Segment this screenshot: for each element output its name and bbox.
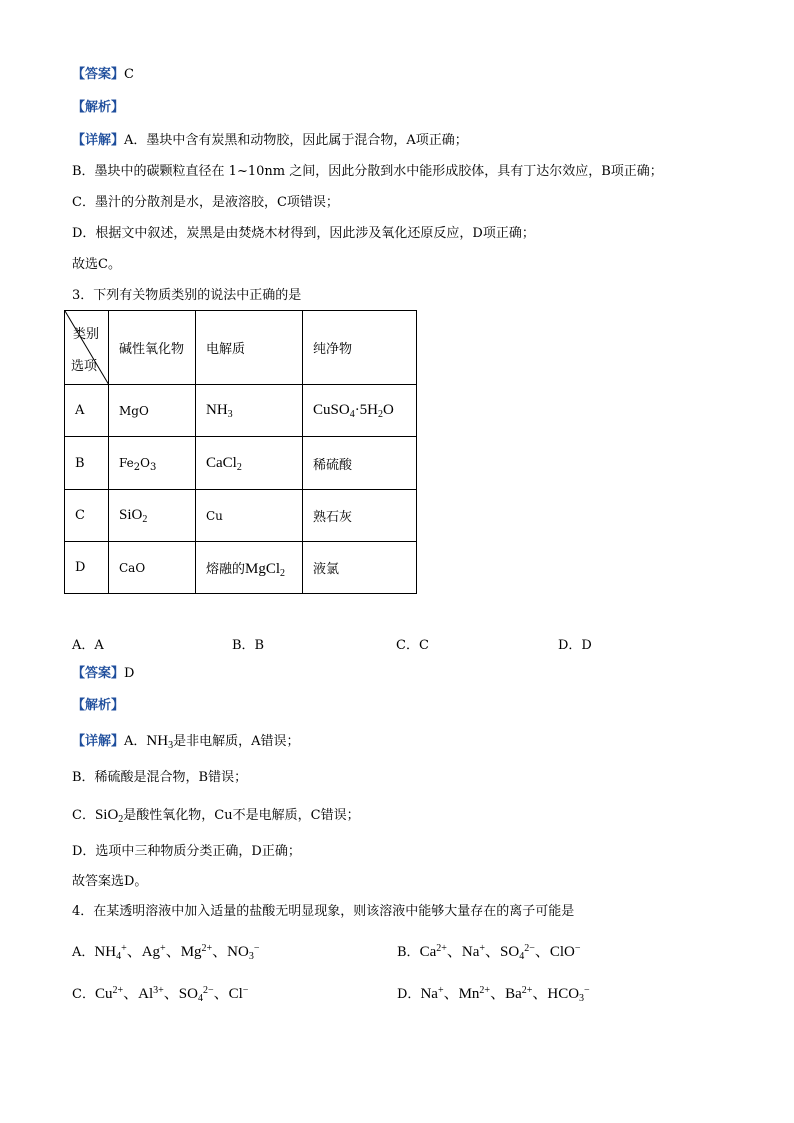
table-row xyxy=(65,385,417,437)
detail-line-c: C．墨汁的分散剂是水，是液溶胶，C项错误； xyxy=(72,195,339,210)
table-header-corner xyxy=(65,311,109,385)
detail-line-b: B．稀硫酸是混合物，B错误； xyxy=(72,770,248,785)
q4-choice-c: C．$Cu^{2+}$、$Al^{3+}$、$SO_4^{2-}$、Cl− xyxy=(72,985,249,1004)
q4-choice-d: D．Na+、$Mn^{2+}$、$Ba^{2+}$、$HCO_3^-$ xyxy=(397,985,590,1004)
q4-choice-a: A．$NH_4^+$、Ag+、$Mg^{2+}$、$NO_3^-$ xyxy=(72,943,260,962)
choice-b: B．B xyxy=(232,638,265,653)
detail-suffix: 是非电解质，A错误； xyxy=(173,734,300,749)
row-option: A xyxy=(65,385,109,437)
col-electrolyte: 电解质 xyxy=(196,311,303,385)
analysis-tag: 【解析】 xyxy=(72,698,125,713)
row-oxide: SiO$_2$ xyxy=(109,490,196,542)
header-category: 类别 xyxy=(73,327,100,342)
header-option: 选项 xyxy=(71,359,98,374)
detail-line-a xyxy=(72,132,468,150)
answer-line-2 xyxy=(72,665,134,683)
answer-value: D xyxy=(124,666,135,681)
row-electrolyte: $NH_3$ xyxy=(196,385,303,437)
conclusion-line: 故选C。 xyxy=(72,257,121,272)
detail-prefix: A． xyxy=(124,734,147,749)
question-4-stem: 4．在某透明溶液中加入适量的盐酸无明显现象，则该溶液中能够大量存在的离子可能是 xyxy=(72,904,575,919)
detail-suffix: 是酸性氧化物，Cu不是电解质，C错误； xyxy=(123,808,360,823)
row-pure: 液氯 xyxy=(303,542,417,594)
molten-prefix: 熔融的 xyxy=(206,561,246,577)
row-pure: 稀硫酸 xyxy=(303,437,417,490)
row-oxide: $Fe_2O_3$ xyxy=(109,437,196,490)
q4-choice-b: B．$Ca^{2+}$、Na+、$SO_4^{2-}$、ClO− xyxy=(397,943,581,962)
choice-d: D．D xyxy=(558,638,592,653)
row-electrolyte: CaCl$_2$ xyxy=(196,437,303,490)
choice-label: D． xyxy=(397,987,421,1002)
detail-prefix: C． xyxy=(72,808,95,823)
row-oxide: MgO xyxy=(109,385,196,437)
detail-line-b: B．墨块中的碳颗粒直径在 1~10nm 之间，因此分散到水中能形成胶体，具有丁达尔效应，B项正确； xyxy=(72,164,663,179)
analysis-tag: 【解析】 xyxy=(72,100,125,115)
table-row xyxy=(65,490,417,542)
detail-line-c: C．SiO$_2$是酸性氧化物，Cu不是电解质，C错误； xyxy=(72,807,360,825)
row-option: C xyxy=(65,490,109,542)
detail-line-a: 【详解】A．$NH_3$是非电解质，A错误； xyxy=(72,733,300,751)
col-pure-substance: 纯净物 xyxy=(303,311,417,385)
row-pure: 熟石灰 xyxy=(303,490,417,542)
choice-label: C． xyxy=(72,987,95,1002)
hydrate-dot: ·5H xyxy=(354,402,379,418)
detail-line-d: D．选项中三种物质分类正确，D正确； xyxy=(72,844,301,859)
row-option: B xyxy=(65,437,109,490)
table-row xyxy=(65,542,417,594)
answer-tag: 【答案】 xyxy=(72,67,125,82)
answer-value: C xyxy=(124,67,134,82)
choice-c: C．C xyxy=(396,638,429,653)
choice-label: A． xyxy=(72,945,95,960)
col-basic-oxide: 碱性氧化物 xyxy=(109,311,196,385)
detail-tag: 【详解】 xyxy=(72,133,125,148)
classification-table xyxy=(64,310,417,594)
detail-line-d: D．根据文中叙述，炭黑是由焚烧木材得到，因此涉及氧化还原反应，D项正确； xyxy=(72,226,535,241)
answer-line xyxy=(72,66,134,84)
conclusion-line: 故答案选D。 xyxy=(72,874,148,889)
row-pure: $CuSO_4\cdot 5H_2O$ xyxy=(303,385,417,437)
table-row xyxy=(65,437,417,490)
question-3-stem: 3．下列有关物质类别的说法中正确的是 xyxy=(72,288,302,303)
row-option: D xyxy=(65,542,109,594)
row-electrolyte: 熔融的MgCl$_2$ xyxy=(196,542,303,594)
detail-text-a: A．墨块中含有炭黑和动物胶，因此属于混合物，A项正确； xyxy=(124,133,468,148)
row-oxide: CaO xyxy=(109,542,196,594)
answer-tag: 【答案】 xyxy=(72,666,125,681)
choice-label: B． xyxy=(397,945,420,960)
choice-a: A．A xyxy=(72,638,104,653)
row-electrolyte: Cu xyxy=(196,490,303,542)
detail-tag: 【详解】 xyxy=(72,734,125,749)
